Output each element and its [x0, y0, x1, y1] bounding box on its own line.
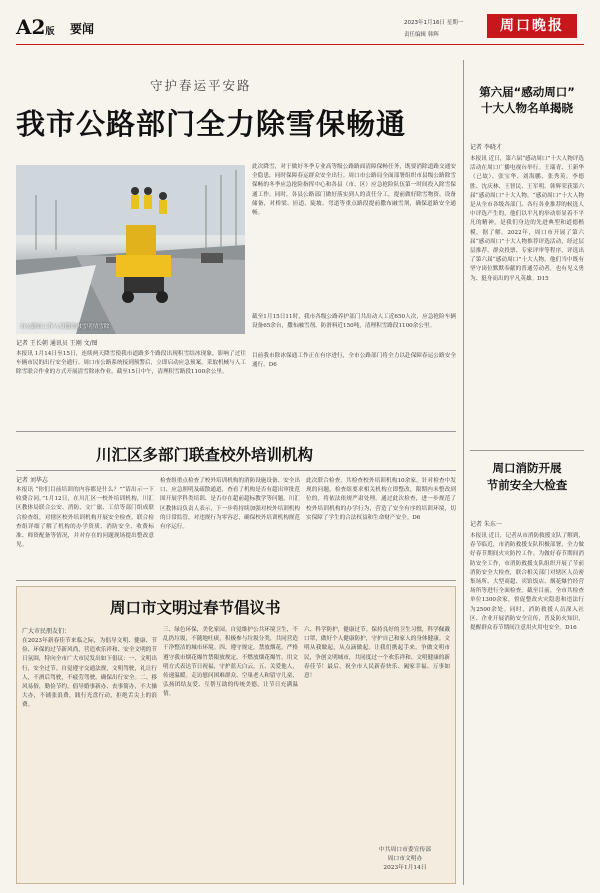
divider-main	[16, 431, 456, 432]
snow-clearing-photo	[16, 165, 245, 334]
right-top-text: 本报讯 近日，第六届“感动周口”十大人物评选活动在周口广播电视台举行。王瑞青、王新华（已故）、张宝华、刘海鹏、张秀英、李德胜、沈庆林、王智民、王军明、韩辉荣获第六届“感动周口”十大人物。“感动周口”十大人物是从全市各级各部门、各行各业推荐的候选人中评选产生的，他们以平凡的举动彰显着不平凡的精神，是我们身边的先进典型和道德楷模。据了解，2022年，周口市开展了第六届“感动周口”十大人物推荐评选活动，经过层层推荐、群众投票、专家评审等程序，评选出了第六届“感动周口”十大人物。他们当中既有坚守岗位默默奉献的普通劳动者，也有见义勇为、挺身而出的平凡英雄。D15	[470, 156, 584, 282]
main-story-byline: 记者 王长朝 通讯员 王刚 文/图	[16, 340, 98, 347]
right-divider	[470, 450, 584, 451]
main-story-col1: 本报讯 1月14日至15日，连续两天降雪使我市道路多个路段出现积雪结冰现象，影响了过往车辆市民的出行安全通行。周口市公路系统接到预警后，立即启动应急预案，采取机械与人工除雪联合作业的方式开展清雪除冰作业，截至15日中午，清理积雪路段1100余公里。	[16, 351, 246, 376]
masthead-logo	[487, 14, 577, 38]
right-top-byline: 记者 李晓才	[470, 144, 502, 151]
photo-caption: 市公路局工作人员撒盐融雪明情雪除	[20, 324, 110, 330]
main-story-kicker: 守护春运平安路	[150, 78, 252, 93]
training-col1: 本报讯 “你们目前培训的内容都是什么？”“请出示一下收费合同。”1月12日，在川汇区一校外培训机构，川汇区教体局联合公安、消防、文广旅、工信等部门组成联合检查组，对辖区校外培训机构开展安全检查。联合检查组详细了解了机构的办学资质、消防安全、收费标准、师资配备等情况，并对存在的问题现场提出整改意见。	[16, 487, 154, 549]
main-story-col2: 此次降雪，对于做好冬季专业高等级公路路面清障保畅任务，既要消除道路交通安全隐患，同时保障春运群众安全出行。周口市公路局全面部署组织市县级公路除雪保畅的冬季应急抢险指挥中心和各县（市、区）应急抢险队伍第一时间投入除雪保通工作。同时，各县公路部门做好落实到人的责任分工，提前做好除雪物资、设备储备，对桥梁、匝道、陡坡、弯道等重点路段提前撒布融雪剂，确保道路安全通畅。	[252, 164, 456, 217]
header-rule	[16, 44, 584, 45]
training-headline: 川汇区多部门联查校外培训机构	[96, 446, 314, 464]
divider-training-bottom	[16, 580, 456, 581]
right-bottom-headline-1: 周口消防开展	[492, 461, 562, 475]
page-header	[0, 0, 600, 58]
main-story-col2c: 目前我市除冰保通工作正在有序进行，全市公路部门将全力以赴保障春运公路安全通行。D6	[252, 353, 456, 369]
proposal-headline: 周口市文明过春节倡议书	[110, 599, 281, 617]
right-column-divider	[463, 60, 464, 885]
training-col3: 此次联合检查，共检查校外培训机构10余家，针对检查中发现的问题，检查组要求相关机构立即整改，限期内未整改到位的，将依法依规严肃处理。通过此次检查，进一步规范了校外培训机构的办学行为，营造了安全有序的培训环境，切实保障了学生的合法权益和生命财产安全。D6	[306, 478, 456, 521]
right-top-headline-2: 十大人物名单揭晓	[481, 101, 573, 115]
right-bottom-text: 本报讯 近日，记者从市消防救援支队了解到，春节临近，市消防救援支队积极部署，全力做好春节期间火灾防控工作。为做好春节期间消防安全工作，市消防救援支队组织开展了节前消防安全大检查，联合相关部门对辖区人员密集场所、大型商超、宾馆饭店、烟花爆竹经营场所等进行全面检查。截至目前，全市共检查单位1300余家，督促整改火灾隐患和违法行为2500余处。同时，消防救援人员深入社区、企业开展消防安全宣传，普及防火知识，提醒群众春节期间注意用火用电安全。D16	[470, 533, 584, 632]
section-name: 要闻	[70, 22, 95, 36]
proposal-signature: 中共周口市委宣传部 周口市文明办 2023年1月14日	[378, 847, 432, 871]
photo-illustration	[16, 165, 245, 334]
right-top-headline-1: 第六届“感动周口”	[479, 85, 575, 99]
proposal-col2: 三、绿色环保，美化家园。自觉维护公共环境卫生，不乱扔垃圾，不随地吐痰，积极参与垃圾分类，共同营造干净整洁的城市环境。四、遵守规定，禁放烟花。严格遵守我市烟花爆竹禁限放规定，不燃放烟花爆竹，用文明方式表达节日祝福，守护蓝天白云。五、关爱他人，传递温暖。走访慰问困难群众、空巢老人和留守儿童，弘扬团结友爱、互帮互助的传统美德，让节日充满温情。	[163, 627, 298, 698]
page-code-number: A2	[16, 15, 46, 39]
proposal-greeting: 广大市民朋友们：	[22, 628, 71, 635]
divider-training-top	[16, 470, 456, 471]
proposal-col1: 在2023年新春佳节来临之际，为倡导文明、健康、节俭、环保的过节新风尚，营造欢乐祥和、安全文明的节日氛围，特向全市广大市民发出如下倡议：一、文明出行，安全过节。自觉遵守交通法规，文明驾驶，礼让行人，不酒后驾驶，不疲劳驾驶，确保出行安全。二、移风易俗，勤俭节约。倡导婚事新办、丧事简办，不大操大办，不铺张浪费，践行光盘行动，拒绝舌尖上的浪费。	[22, 638, 157, 709]
main-story-headline: 我市公路部门全力除雪保畅通	[16, 107, 407, 141]
main-story-col2b: 截至1月15日11时，我市各级公路养护部门共出动人工近650人次，应急抢险车辆设备65余台，撒布融雪剂、防滑料近150吨，清理积雪路段1100余公里。	[252, 314, 456, 330]
right-bottom-byline: 记者 朱东一	[470, 521, 502, 528]
masthead-text: 周口晚报	[500, 18, 564, 34]
training-byline: 记者 刘华志	[16, 477, 48, 484]
training-col2: 检查组重点检查了校外培训机构的消防设施设备、安全出口、应急照明及疏散通道，查看了机构是否有超出审批范围开展学科类培训、是否存在超前超标教学等问题。川汇区教体局负责人表示，下一步将持续加强对校外培训机构的日常监管，对违规行为零容忍，确保校外培训机构规范有序运行。	[160, 478, 300, 531]
page-code	[16, 15, 54, 39]
proposal-col3: 六、科学防护，健康过节。保持良好的卫生习惯，科学佩戴口罩，做好个人健康防护，守护自己和家人的身体健康。文明从我做起，从点滴做起。让我们携起手来，争做文明市民，争创文明城市，共同度过一个欢乐祥和、文明健康的新春佳节！最后，祝全市人民新春快乐、阖家幸福、万事如意！	[304, 627, 450, 680]
page-code-suffix: 版	[45, 27, 55, 37]
header-date: 2023年1月16日 星期一	[404, 20, 464, 26]
header-editor: 责任编辑 韩辉	[404, 32, 439, 38]
right-bottom-headline-2: 节前安全大检查	[486, 478, 568, 492]
